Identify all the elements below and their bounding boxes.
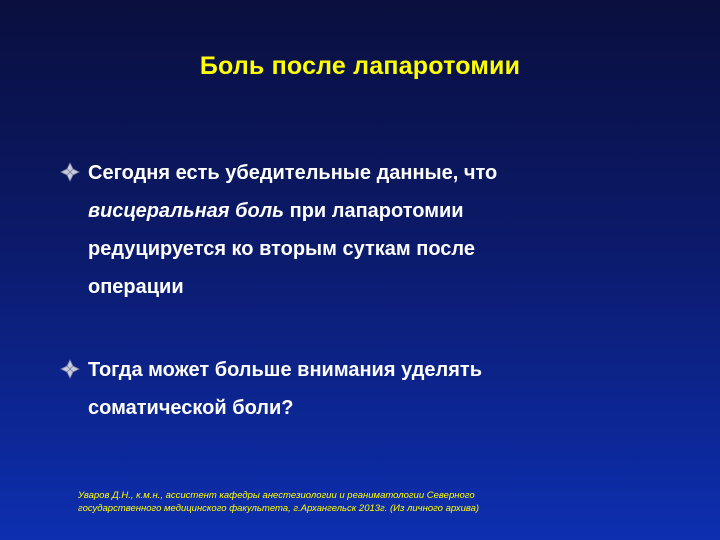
diamond-bullet-icon bbox=[60, 162, 82, 182]
footnote-line-2: государственного медицинского факультета, г.Архангельск 2013г. (Из личного архива) bbox=[78, 503, 480, 514]
bullet-2-line-1-text: Тогда может больше внимания уделять bbox=[88, 359, 482, 381]
slide-title: Боль после лапаротомии bbox=[199, 52, 521, 80]
footnote-line-1: Уваров Д.Н., к.м.н., ассистент кафедры анестезиологии и реаниматологии Северного bbox=[78, 490, 475, 501]
bullet-1-line-2 bbox=[60, 192, 680, 230]
footnote bbox=[78, 489, 678, 515]
diamond-bullet-icon bbox=[60, 359, 82, 379]
bullet-1-line-2-text: при лапаротомии bbox=[284, 200, 464, 222]
bullet-2-line-2: соматической боли? bbox=[88, 397, 294, 419]
bullet-1-line-1 bbox=[60, 154, 680, 192]
bullet-2-line-1 bbox=[60, 351, 680, 389]
bullet-item-1 bbox=[60, 154, 680, 306]
bullet-item-2 bbox=[60, 351, 680, 427]
bullet-1-line-1-text: Сегодня есть убедительные данные, что bbox=[88, 162, 498, 184]
bullet-1-line-4: операции bbox=[88, 276, 184, 298]
bullet-1-line-3: редуцируется ко вторым суткам после bbox=[88, 238, 475, 260]
bullet-1-line-2-italic: висцеральная боль bbox=[88, 200, 285, 222]
